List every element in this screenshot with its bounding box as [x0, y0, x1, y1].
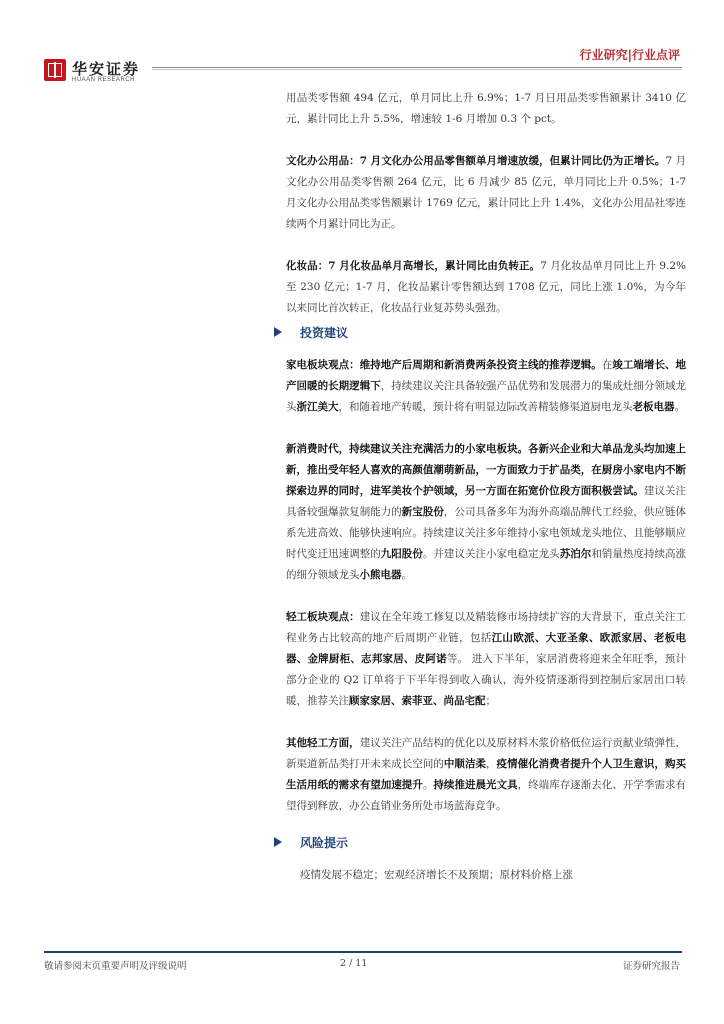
text: ，终端库存逐渐去化、开学季需求有望得到释放，办公直销业务所处市场蓝海竞争。	[286, 779, 687, 812]
text: 。	[401, 569, 412, 581]
stock-name: 中顺洁柔	[443, 758, 487, 770]
paragraph-office-supplies	[286, 151, 686, 235]
text: 在	[601, 359, 613, 371]
bold-text: 新消费时代，持续建议关注充满活力的小家电板块。各新兴企业和大单品龙头均加速上新，推出受年轻人喜欢的高颜值潮萌新品，一方面致力于扩品类，在厨房小家电内不断探索边界的同时，进军美妆个护领域，另一方面在拓宽价位段方面积极尝试。	[286, 443, 686, 497]
bold-text: 家电板块观点：维持地产后周期和新消费两条投资主线的推荐逻辑。	[286, 359, 602, 371]
bold-text: 持续推进晨光文具	[433, 779, 518, 791]
text: ；	[485, 695, 496, 707]
text: ，公司具备多年为海外高端品牌代工经验，供应链体系先进高效、能够快速响应。持续建议关注多年维持小家电领域龙头地位、且能够顺应时代变迁迅速调整的	[286, 506, 686, 560]
bold-text: 疫情催化消费者提升个人卫生意识，购买生活用纸的需求有望加速提升	[286, 758, 687, 791]
paragraph-text: 用品类零售额 494 亿元，单月同比上升 6.9%；1-7 月日用品类零售额累计 3410 亿元，累计同比上升 5.5%，增速较 1-6 月增加 0.3 个 pct。	[286, 92, 686, 125]
footer-disclaimer: 敬请参阅末页重要声明及评级说明	[44, 961, 187, 972]
report-body	[286, 88, 686, 885]
section-title: 投资建议	[300, 326, 349, 340]
page-number: 2 / 11	[340, 958, 368, 969]
arrow-bullet-icon	[274, 837, 282, 847]
text: 建议在全年竣工修复以及精装修市场持续扩容的大背景下，重点关注工程业务占比较高的地产后周期产业链，包括	[286, 611, 687, 644]
huaan-logo-icon	[44, 59, 66, 81]
stock-names: 江山欧派、大亚圣象、欧派家居、老板电器、金牌厨柜、志邦家居、皮阿诺	[286, 632, 687, 665]
text: ，和随着地产转暖，预计将有明显边际改善精装修渠道厨电龙头	[338, 401, 633, 413]
bold-text: 轻工板块观点：	[286, 611, 360, 623]
paragraph-light-industry	[286, 607, 686, 712]
page-header	[0, 0, 724, 90]
stock-name: 新宝股份	[401, 506, 444, 518]
text: 建议关注具备较强爆款复制能力的	[286, 485, 687, 518]
text: 和销量热度持续高涨的细分领域龙头	[286, 548, 687, 581]
stock-name: 老板电器	[632, 401, 675, 413]
stock-name: 苏泊尔	[559, 548, 592, 560]
text: 等。 进入下半年，家居消费将迎来全年旺季，预计部分企业的 Q2 订单将于下半年得到收入确认，海外疫情逐渐得到控制后家居出口转暖，推荐关注	[286, 653, 686, 707]
section-investment-advice	[286, 321, 686, 349]
text: 。	[674, 401, 685, 413]
stock-name: 小熊电器	[359, 569, 402, 581]
paragraph-lead: 文化办公用品：7 月文化办公用品零售额单月增速放缓，但累计同比仍为正增长。	[286, 155, 666, 167]
paragraph-appliances-view	[286, 355, 686, 418]
header-divider-secondary	[152, 69, 682, 70]
text: 。并建议关注小家电稳定龙头	[422, 548, 560, 560]
header-divider	[152, 67, 682, 68]
risk-text: 疫情发展不稳定；宏观经济增长不及预期；原材料价格上涨	[300, 869, 573, 881]
text: 建议关注产品结构的优化以及原材料木浆价格低位运行贡献业绩弹性，新渠道新品类打开未来成长空间的	[286, 737, 687, 770]
brand-name-en: HUAAN RESEARCH	[72, 77, 136, 83]
paragraph-lead: 化妆品：7 月化妆品单月高增长，累计同比由负转正。	[286, 260, 541, 272]
section-title: 风险提示	[300, 836, 349, 850]
paragraph-other-light-industry	[286, 733, 686, 817]
footer-report-type: 证券研究报告	[622, 961, 680, 972]
text: ，持续建议关注具备较强产品优势和发展潜力的集成灶细分领域龙头	[286, 380, 687, 413]
paragraph-daily-goods	[286, 88, 686, 130]
arrow-bullet-icon	[274, 327, 282, 337]
bold-text: 竣工端增长、地产回暖的长期逻辑下	[286, 359, 687, 392]
section-risk-warning	[286, 831, 686, 859]
paragraph-small-appliances	[286, 439, 686, 586]
stock-names: 顾家家居、索菲亚、尚品宅配	[349, 695, 486, 707]
report-section-label: 行业研究|行业点评	[579, 48, 680, 62]
paragraph-text: 7 月文化办公用品类零售额 264 亿元，比 6 月减少 85 亿元，单月同比上升 0.5%；1-7 月文化办公用品类零售额累计 1769 亿元，累计同比上升 1.4%，文化办公用品社零连续两个月累计同比为正。	[286, 155, 686, 230]
footer-divider	[44, 951, 682, 953]
stock-name: 浙江美大	[296, 401, 339, 413]
bold-text: 其他轻工方面，	[286, 737, 360, 749]
text: ，	[486, 758, 497, 770]
stock-name: 九阳股份	[380, 548, 423, 560]
paragraph-text: 7 月化妆品单月同比上升 9.2%至 230 亿元；1-7 月，化妆品累计零售额达到 1708 亿元，同比上涨 1.0%，为今年以来同比首次转正，化妆品行业复苏势头强劲。	[286, 260, 687, 314]
paragraph-cosmetics	[286, 256, 686, 319]
text: 。	[422, 779, 434, 791]
brand-name-cn: 华安证券	[72, 60, 141, 78]
